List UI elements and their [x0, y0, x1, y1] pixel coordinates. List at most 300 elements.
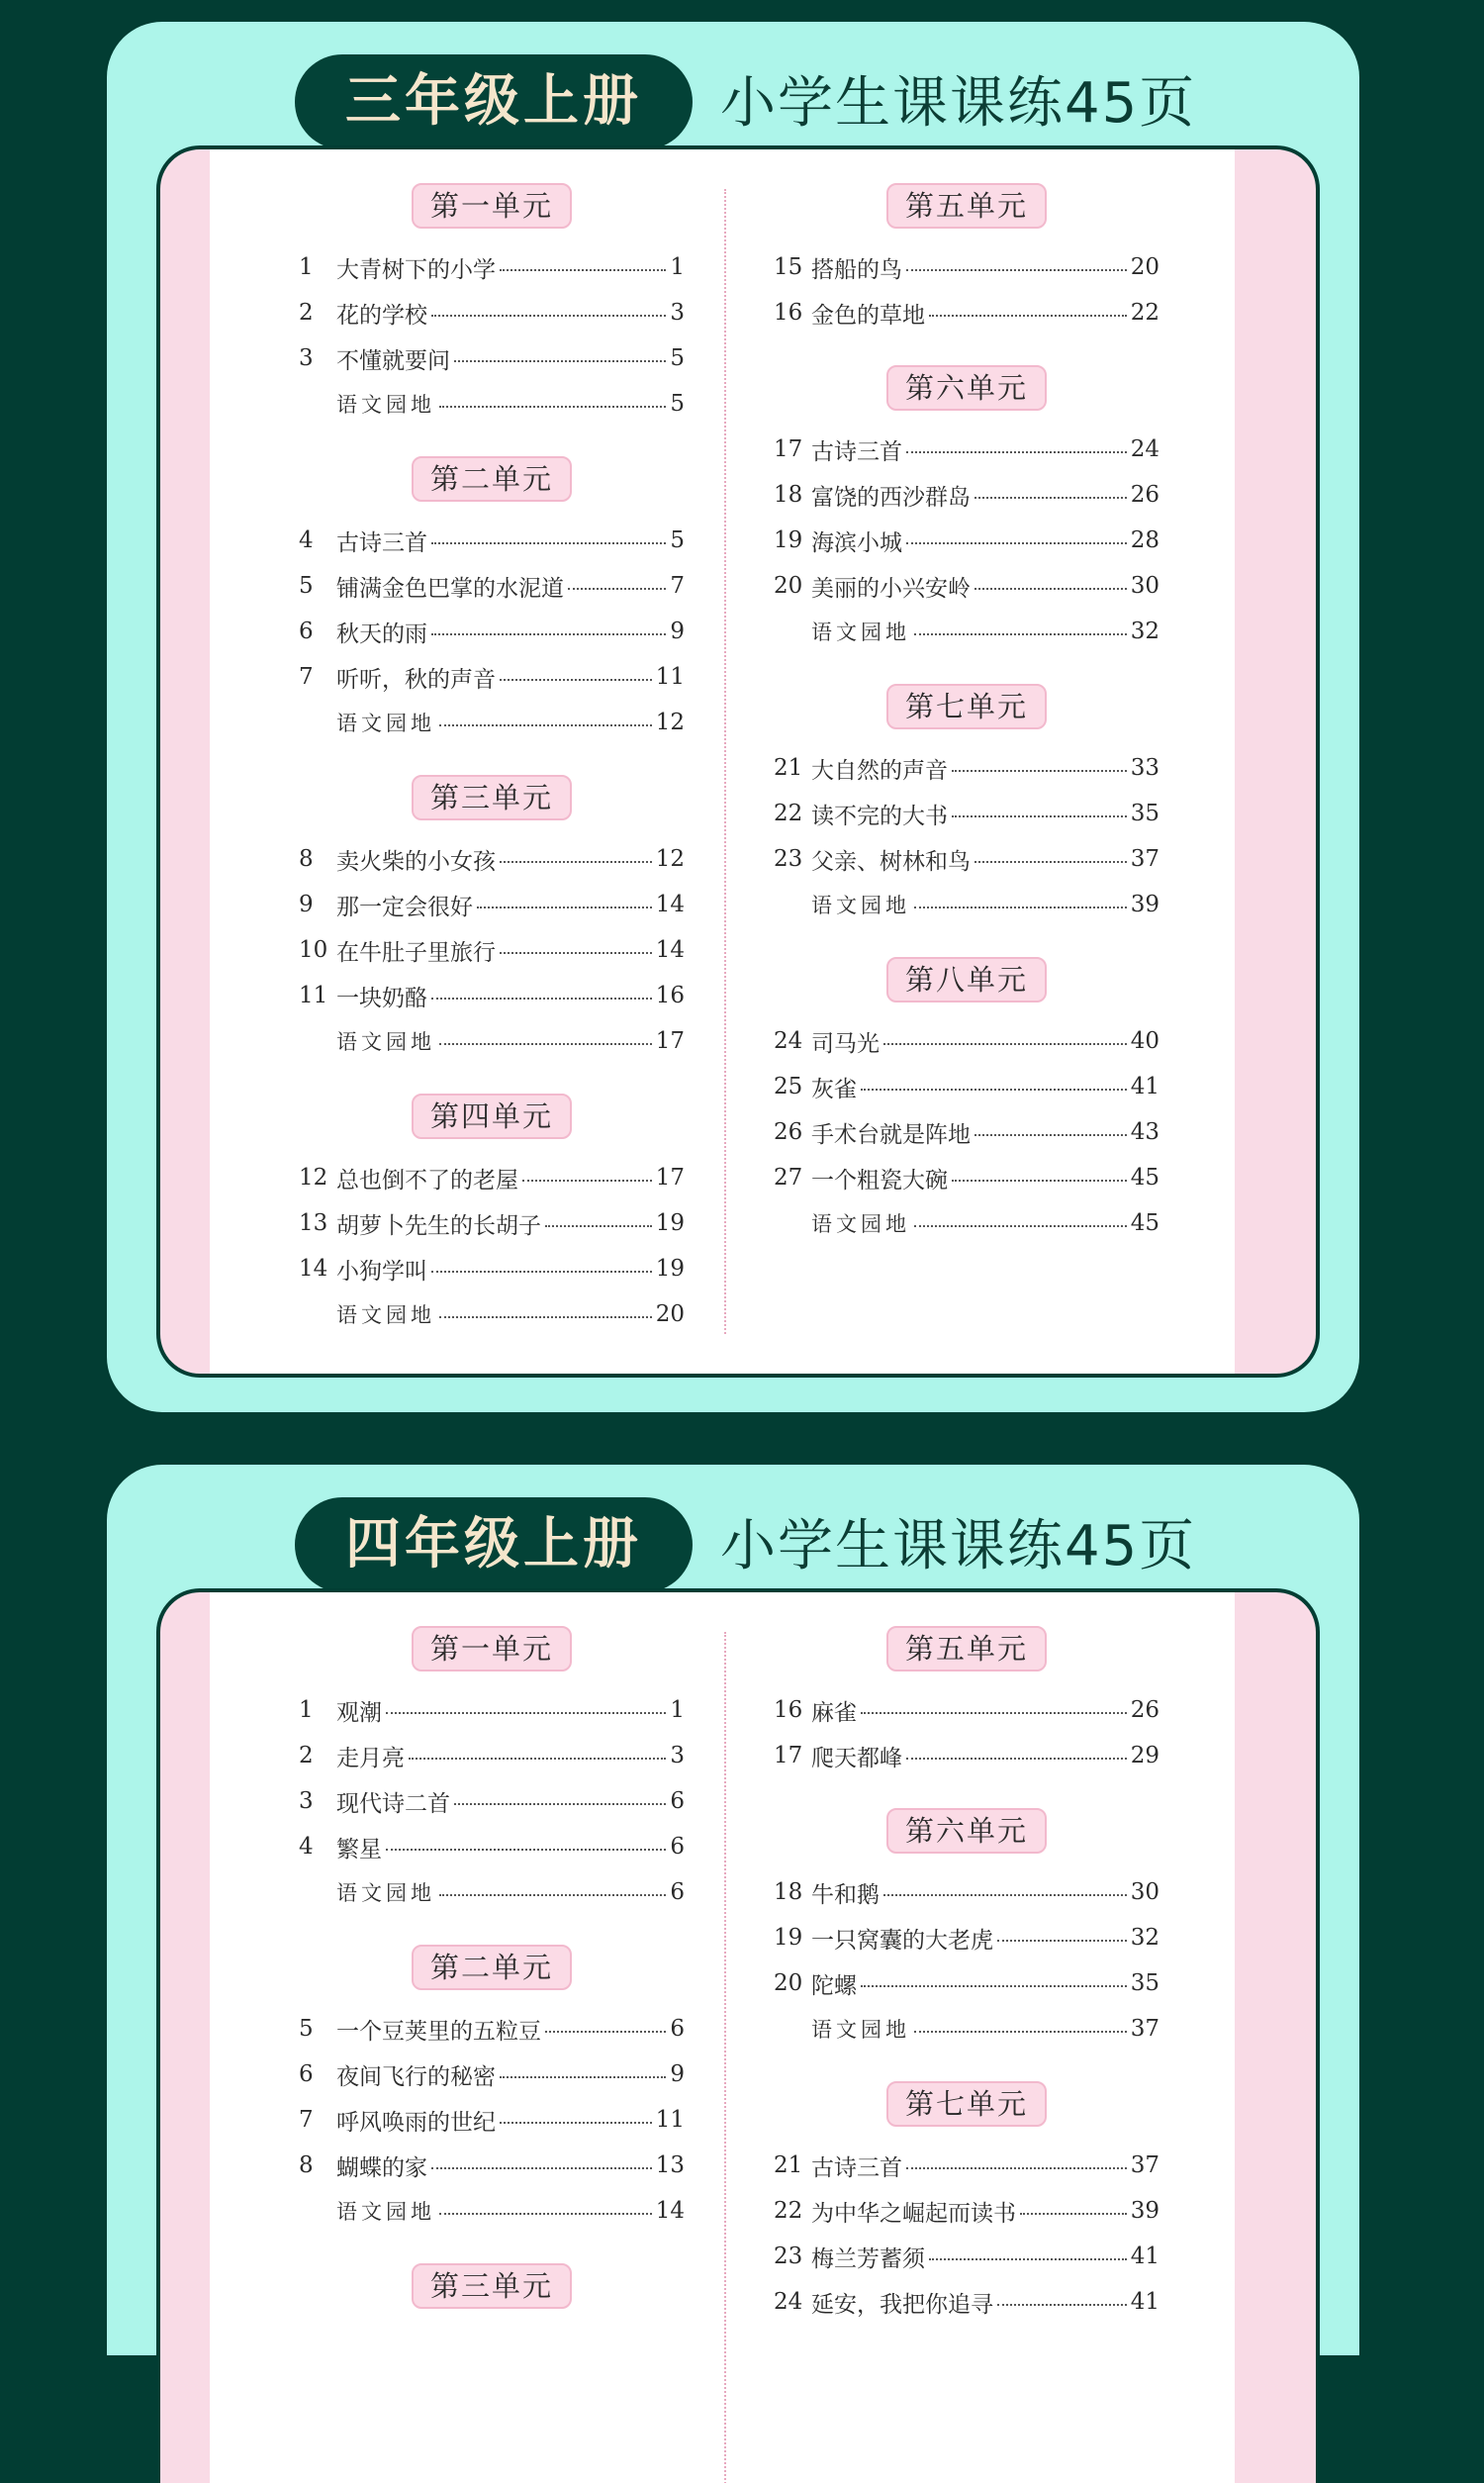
toc-entry: [774, 1915, 1159, 1960]
page-number: 9: [670, 619, 685, 644]
toc-entry: [774, 1109, 1159, 1155]
toc-entry: [774, 563, 1159, 609]
page-number: 22: [1130, 300, 1159, 326]
toc-unit: [774, 2081, 1159, 2325]
lesson-number: 3: [299, 1788, 314, 1814]
toc-entry: [299, 1687, 685, 1733]
page-number: 14: [655, 892, 685, 917]
leader-dots: [522, 1178, 652, 1182]
toc-entry: [774, 791, 1159, 836]
leader-dots: [974, 495, 1127, 499]
page-number: 41: [1130, 2244, 1159, 2269]
page-number: 28: [1130, 527, 1159, 553]
page-number: 29: [1130, 1743, 1159, 1768]
page-number: 32: [1130, 1925, 1159, 1951]
lesson-title: 铺满金色巴掌的水泥道: [336, 575, 564, 602]
lesson-title: 古诗三首: [811, 438, 902, 465]
lesson-title: 搭船的鸟: [811, 256, 902, 283]
toc-entry: [299, 609, 685, 654]
book-title: 小学生课课练45页: [720, 1514, 1197, 1578]
toc-book: [156, 1588, 1320, 2483]
leader-dots: [431, 313, 666, 317]
toc-entry: [299, 700, 685, 745]
leader-dots: [952, 1178, 1127, 1182]
leader-dots: [386, 1710, 666, 1714]
lesson-title: 语文园地: [336, 1030, 435, 1054]
lesson-title: 牛和鹅: [811, 1881, 880, 1908]
toc-unit: [774, 1626, 1159, 1778]
unit-heading: 第六单元: [886, 365, 1047, 411]
leader-dots: [431, 1269, 652, 1273]
lesson-number: 27: [774, 1165, 803, 1191]
lesson-title: 语文园地: [811, 894, 910, 917]
page-number: 16: [655, 983, 685, 1008]
toc-entry: [299, 290, 685, 335]
toc-entry: [774, 1200, 1159, 1246]
lesson-number: 1: [299, 1697, 314, 1723]
page-number: 45: [1130, 1165, 1159, 1191]
lesson-number: 19: [774, 527, 803, 553]
page-number: 39: [1130, 892, 1159, 917]
leader-dots: [861, 1087, 1127, 1091]
lesson-title: 大自然的声音: [811, 757, 948, 784]
toc-entry: [774, 2279, 1159, 2325]
lesson-number: 17: [774, 1743, 803, 1768]
grade-label: 四年级上册: [295, 1497, 693, 1592]
page-number: 13: [655, 2152, 685, 2178]
toc-entry: [299, 1778, 685, 1824]
page-number: 40: [1130, 1028, 1159, 1054]
lesson-number: 18: [774, 482, 803, 508]
column-divider: [724, 1632, 726, 2483]
lesson-number: 20: [774, 573, 803, 599]
leader-dots: [914, 631, 1127, 635]
toc-unit: [774, 1808, 1159, 2052]
lesson-number: 22: [774, 801, 803, 826]
toc-column-left: [299, 1626, 685, 2339]
leader-dots: [861, 1983, 1127, 1987]
lesson-title: 海滨小城: [811, 529, 902, 556]
toc-entry: [299, 2052, 685, 2097]
unit-heading: 第五单元: [886, 183, 1047, 229]
page-number: 43: [1130, 1119, 1159, 1145]
lesson-title: 司马光: [811, 1030, 880, 1057]
page-number: 26: [1130, 1697, 1159, 1723]
leader-dots: [974, 859, 1127, 863]
toc-entry: [299, 836, 685, 882]
toc-entry: [774, 518, 1159, 563]
leader-dots: [439, 722, 652, 726]
lesson-title: 一只窝囊的大老虎: [811, 1927, 993, 1954]
unit-heading: 第一单元: [412, 183, 572, 229]
leader-dots: [431, 2165, 652, 2169]
lesson-number: 7: [299, 2107, 314, 2133]
lesson-title: 父亲、树林和鸟: [811, 848, 971, 875]
toc-entry: [774, 2006, 1159, 2052]
leader-dots: [906, 449, 1127, 453]
page-number: 39: [1130, 2198, 1159, 2224]
toc-column-right: [774, 183, 1159, 1276]
toc-entry: [299, 2097, 685, 2143]
unit-heading: 第二单元: [412, 456, 572, 502]
lesson-title: 一个豆荚里的五粒豆: [336, 2018, 541, 2045]
lesson-title: 美丽的小兴安岭: [811, 575, 971, 602]
leader-dots: [929, 313, 1127, 317]
leader-dots: [883, 1041, 1127, 1045]
page-number: 1: [670, 1697, 685, 1723]
page-number: 12: [655, 846, 685, 872]
toc-entry: [774, 1960, 1159, 2006]
lesson-title: 一个粗瓷大碗: [811, 1167, 948, 1194]
toc-entry: [774, 1687, 1159, 1733]
leader-dots: [974, 586, 1127, 590]
lesson-number: 4: [299, 1834, 314, 1860]
lesson-title: 梅兰芳蓄须: [811, 2245, 925, 2272]
lesson-number: 25: [774, 1074, 803, 1099]
leader-dots: [1020, 2211, 1127, 2215]
lesson-title: 秋天的雨: [336, 621, 427, 647]
lesson-number: 22: [774, 2198, 803, 2224]
page-number: 5: [670, 527, 685, 553]
leader-dots: [914, 2029, 1127, 2033]
lesson-title: 语文园地: [811, 621, 910, 644]
toc-page: [210, 149, 1235, 1374]
page-number: 32: [1130, 619, 1159, 644]
lesson-number: 16: [774, 300, 803, 326]
page-number: 11: [655, 2107, 685, 2133]
toc-entry: [774, 1869, 1159, 1915]
toc-entry: [299, 1246, 685, 1291]
leader-dots: [500, 2120, 652, 2124]
lesson-title: 小狗学叫: [336, 1258, 427, 1285]
page-number: 6: [670, 1788, 685, 1814]
lesson-number: 26: [774, 1119, 803, 1145]
unit-heading: 第二单元: [412, 1945, 572, 1990]
leader-dots: [861, 1710, 1127, 1714]
leader-dots: [906, 1756, 1127, 1760]
lesson-title: 延安，我把你追寻: [811, 2291, 993, 2318]
page-number: 37: [1130, 846, 1159, 872]
lesson-title: 繁星: [336, 1836, 382, 1862]
toc-entry: [774, 2143, 1159, 2188]
unit-heading: 第三单元: [412, 2263, 572, 2309]
toc-entry: [299, 1869, 685, 1915]
leader-dots: [409, 1756, 666, 1760]
page-number: 3: [670, 1743, 685, 1768]
lesson-title: 富饶的西沙群岛: [811, 484, 971, 511]
toc-unit: [299, 456, 685, 745]
leader-dots: [454, 1801, 666, 1805]
page-number: 35: [1130, 1970, 1159, 1996]
lesson-title: 卖火柴的小女孩: [336, 848, 496, 875]
lesson-title: 语文园地: [336, 2200, 435, 2224]
page-number: 17: [655, 1028, 685, 1054]
toc-unit: [299, 183, 685, 427]
lesson-number: 9: [299, 892, 314, 917]
page-number: 20: [655, 1301, 685, 1327]
unit-heading: 第七单元: [886, 684, 1047, 729]
leader-dots: [914, 1223, 1127, 1227]
toc-entry: [774, 472, 1159, 518]
toc-entry: [774, 745, 1159, 791]
toc-entry: [299, 1155, 685, 1200]
toc-entry: [299, 335, 685, 381]
lesson-number: 16: [774, 1697, 803, 1723]
toc-entry: [774, 1064, 1159, 1109]
toc-unit: [299, 1094, 685, 1337]
lesson-title: 在牛肚子里旅行: [336, 939, 496, 966]
lesson-title: 陀螺: [811, 1972, 857, 1999]
lesson-number: 23: [774, 2244, 803, 2269]
leader-dots: [386, 1847, 666, 1851]
lesson-title: 现代诗二首: [336, 1790, 450, 1817]
page-number: 17: [655, 1165, 685, 1191]
lesson-number: 11: [299, 983, 328, 1008]
unit-heading: 第七单元: [886, 2081, 1047, 2127]
leader-dots: [431, 631, 666, 635]
toc-entry: [299, 2006, 685, 2052]
toc-entry: [299, 927, 685, 973]
toc-entry: [299, 1018, 685, 1064]
page-number: 35: [1130, 801, 1159, 826]
page-number: 41: [1130, 2289, 1159, 2315]
lesson-title: 不懂就要问: [336, 347, 450, 374]
toc-entry: [299, 1733, 685, 1778]
lesson-title: 古诗三首: [336, 529, 427, 556]
page-number: 5: [670, 345, 685, 371]
page-number: 33: [1130, 755, 1159, 781]
leader-dots: [439, 404, 666, 408]
toc-entry: [774, 290, 1159, 335]
lesson-number: 19: [774, 1925, 803, 1951]
lesson-title: 大青树下的小学: [336, 256, 496, 283]
leader-dots: [883, 1892, 1127, 1896]
toc-entry: [299, 1824, 685, 1869]
lesson-number: 4: [299, 527, 314, 553]
toc-unit: [774, 183, 1159, 335]
leader-dots: [477, 905, 652, 908]
page-number: 45: [1130, 1210, 1159, 1236]
lesson-number: 1: [299, 254, 314, 280]
toc-entry: [774, 427, 1159, 472]
lesson-title: 语文园地: [336, 1303, 435, 1327]
toc-unit: [299, 2263, 685, 2309]
page-number: 19: [655, 1210, 685, 1236]
lesson-number: 12: [299, 1165, 328, 1191]
lesson-number: 10: [299, 937, 328, 963]
leader-dots: [906, 2165, 1127, 2169]
leader-dots: [500, 950, 652, 954]
toc-entry: [774, 2188, 1159, 2234]
lesson-number: 24: [774, 2289, 803, 2315]
toc-entry: [774, 1733, 1159, 1778]
leader-dots: [500, 267, 666, 271]
unit-heading: 第五单元: [886, 1626, 1047, 1671]
lesson-title: 读不完的大书: [811, 803, 948, 829]
leader-dots: [974, 1132, 1127, 1136]
toc-entry: [299, 1291, 685, 1337]
lesson-number: 6: [299, 619, 314, 644]
page-number: 24: [1130, 436, 1159, 462]
page-number: 19: [655, 1256, 685, 1282]
toc-entry: [299, 563, 685, 609]
lesson-title: 胡萝卜先生的长胡子: [336, 1212, 541, 1239]
unit-heading: 第一单元: [412, 1626, 572, 1671]
lesson-title: 麻雀: [811, 1699, 857, 1726]
leader-dots: [545, 1223, 652, 1227]
toc-unit: [774, 957, 1159, 1246]
page-number: 37: [1130, 2016, 1159, 2042]
page-number: 20: [1130, 254, 1159, 280]
page-number: 1: [670, 254, 685, 280]
toc-entry: [774, 609, 1159, 654]
toc-unit: [774, 365, 1159, 654]
lesson-title: 观潮: [336, 1699, 382, 1726]
toc-entry: [299, 2188, 685, 2234]
lesson-number: 13: [299, 1210, 328, 1236]
grade-label: 三年级上册: [295, 54, 693, 149]
lesson-number: 8: [299, 2152, 314, 2178]
lesson-title: 语文园地: [811, 1212, 910, 1236]
toc-entry: [299, 518, 685, 563]
lesson-title: 呼风唤雨的世纪: [336, 2109, 496, 2136]
toc-book: [156, 145, 1320, 1378]
toc-entry: [299, 1200, 685, 1246]
lesson-number: 6: [299, 2061, 314, 2087]
toc-unit: [299, 1945, 685, 2234]
toc-entry: [299, 654, 685, 700]
toc-unit: [774, 684, 1159, 927]
lesson-title: 总也倒不了的老屋: [336, 1167, 518, 1194]
toc-entry: [774, 1155, 1159, 1200]
leader-dots: [997, 1938, 1127, 1942]
page-number: 5: [670, 391, 685, 417]
lesson-title: 语文园地: [336, 712, 435, 735]
lesson-title: 语文园地: [811, 2018, 910, 2042]
unit-heading: 第六单元: [886, 1808, 1047, 1854]
page-number: 30: [1130, 1879, 1159, 1905]
leader-dots: [929, 2256, 1127, 2260]
lesson-number: 24: [774, 1028, 803, 1054]
lesson-number: 17: [774, 436, 803, 462]
leader-dots: [431, 996, 652, 1000]
lesson-title: 爬天都峰: [811, 1745, 902, 1771]
page-number: 37: [1130, 2152, 1159, 2178]
toc-entry: [299, 244, 685, 290]
lesson-number: 7: [299, 664, 314, 690]
leader-dots: [454, 358, 666, 362]
leader-dots: [439, 1892, 666, 1896]
toc-entry: [774, 244, 1159, 290]
lesson-number: 20: [774, 1970, 803, 1996]
leader-dots: [952, 768, 1127, 772]
book-panel-grade4: [107, 1465, 1359, 2355]
toc-entry: [774, 836, 1159, 882]
toc-unit: [299, 1626, 685, 1915]
leader-dots: [914, 905, 1127, 908]
toc-entry: [299, 381, 685, 427]
toc-page: [210, 1592, 1235, 2483]
lesson-title: 为中华之崛起而读书: [811, 2200, 1016, 2227]
lesson-title: 手术台就是阵地: [811, 1121, 971, 1148]
leader-dots: [431, 540, 666, 544]
page-number: 9: [670, 2061, 685, 2087]
toc-entry: [299, 973, 685, 1018]
leader-dots: [439, 1314, 652, 1318]
lesson-number: 8: [299, 846, 314, 872]
leader-dots: [500, 2074, 666, 2078]
page-number: 11: [655, 664, 685, 690]
lesson-title: 蝴蝶的家: [336, 2154, 427, 2181]
toc-unit: [299, 775, 685, 1064]
leader-dots: [568, 586, 666, 590]
toc-entry: [774, 882, 1159, 927]
lesson-number: 3: [299, 345, 314, 371]
page-number: 7: [670, 573, 685, 599]
book-title: 小学生课课练45页: [720, 71, 1197, 136]
lesson-number: 23: [774, 846, 803, 872]
lesson-number: 5: [299, 573, 314, 599]
toc-entry: [299, 882, 685, 927]
page-number: 26: [1130, 482, 1159, 508]
page-number: 6: [670, 2016, 685, 2042]
leader-dots: [906, 267, 1127, 271]
leader-dots: [545, 2029, 666, 2033]
lesson-title: 一块奶酪: [336, 985, 427, 1011]
leader-dots: [439, 2211, 652, 2215]
toc-column-right: [774, 1626, 1159, 2354]
lesson-number: 14: [299, 1256, 328, 1282]
leader-dots: [906, 540, 1127, 544]
lesson-number: 2: [299, 300, 314, 326]
page-number: 14: [655, 937, 685, 963]
lesson-title: 金色的草地: [811, 302, 925, 329]
page-number: 6: [670, 1879, 685, 1905]
lesson-title: 古诗三首: [811, 2154, 902, 2181]
lesson-title: 灰雀: [811, 1076, 857, 1102]
lesson-title: 语文园地: [336, 1881, 435, 1905]
page-number: 41: [1130, 1074, 1159, 1099]
lesson-title: 听听，秋的声音: [336, 666, 496, 693]
lesson-title: 语文园地: [336, 393, 435, 417]
page-number: 14: [655, 2198, 685, 2224]
lesson-number: 21: [774, 755, 803, 781]
leader-dots: [952, 813, 1127, 817]
unit-heading: 第四单元: [412, 1094, 572, 1139]
column-divider: [724, 189, 726, 1334]
lesson-title: 走月亮: [336, 1745, 405, 1771]
leader-dots: [500, 677, 652, 681]
page-number: 3: [670, 300, 685, 326]
lesson-number: 15: [774, 254, 803, 280]
book-panel-grade3: [107, 22, 1359, 1412]
leader-dots: [500, 859, 652, 863]
toc-entry: [774, 1018, 1159, 1064]
lesson-title: 那一定会很好: [336, 894, 473, 920]
lesson-number: 2: [299, 1743, 314, 1768]
page-number: 12: [655, 710, 685, 735]
lesson-number: 21: [774, 2152, 803, 2178]
page-number: 6: [670, 1834, 685, 1860]
page-number: 30: [1130, 573, 1159, 599]
lesson-title: 花的学校: [336, 302, 427, 329]
toc-entry: [299, 2143, 685, 2188]
unit-heading: 第三单元: [412, 775, 572, 820]
lesson-number: 18: [774, 1879, 803, 1905]
leader-dots: [439, 1041, 652, 1045]
lesson-number: 5: [299, 2016, 314, 2042]
unit-heading: 第八单元: [886, 957, 1047, 1003]
